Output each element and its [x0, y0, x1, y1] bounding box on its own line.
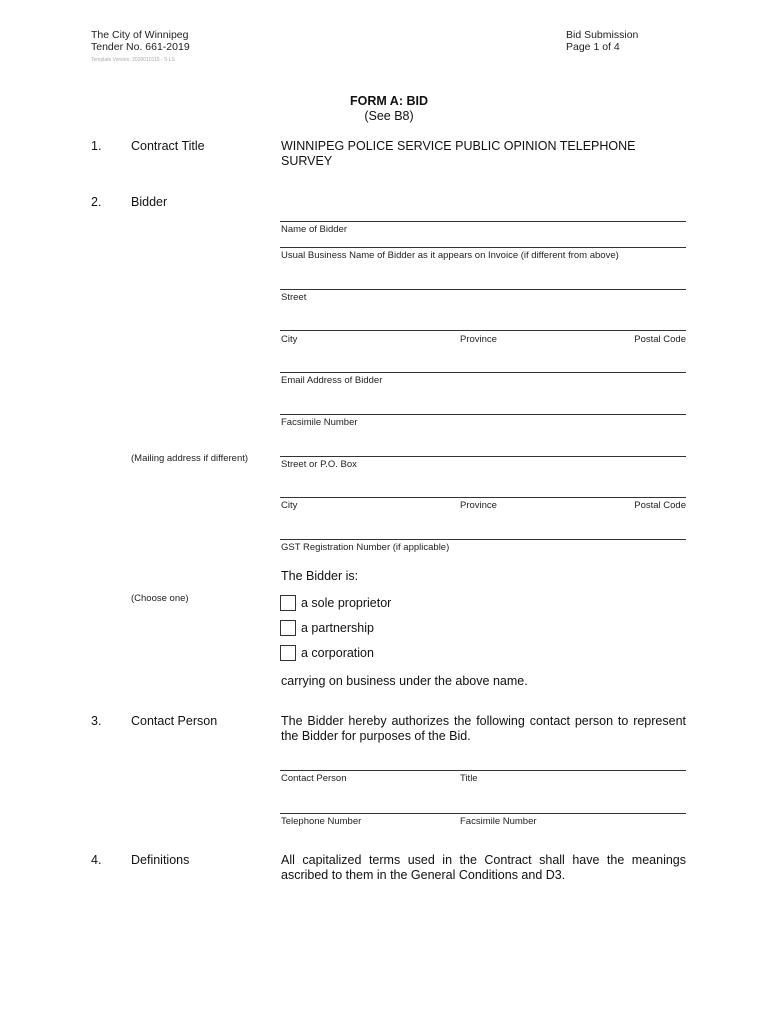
partnership-label: a partnership [301, 621, 374, 635]
city-caption: City [281, 334, 298, 345]
name-of-bidder-caption: Name of Bidder [281, 224, 348, 235]
street-line[interactable] [280, 289, 686, 290]
name-of-bidder-line[interactable] [280, 221, 686, 222]
facsimile-caption: Facsimile Number [281, 417, 358, 428]
choose-one-note: (Choose one) [131, 593, 189, 604]
contact-person-text: The Bidder hereby authorizes the following contact person to represent the Bidder for purposes of the Bid. [281, 714, 686, 743]
postal-code-caption-2: Postal Code [634, 500, 686, 511]
section-2-number: 2. [91, 195, 102, 209]
gst-line[interactable] [280, 539, 686, 540]
province-caption-2: Province [460, 500, 497, 511]
corporation-label: a corporation [301, 646, 374, 660]
template-version: Template Version: 2020010115 - S LS [91, 57, 175, 63]
telephone-caption: Telephone Number [281, 816, 362, 827]
contact-person-label: Contact Person [131, 714, 218, 728]
header-tender: Tender No. 661-2019 [91, 41, 190, 53]
form-title: FORM A: BID [350, 94, 428, 108]
city-province-postal-line-2[interactable] [280, 497, 686, 498]
postal-code-caption: Postal Code [634, 334, 686, 345]
city-caption-2: City [281, 500, 298, 511]
mailing-address-note: (Mailing address if different) [131, 453, 249, 464]
section-3-number: 3. [91, 714, 102, 728]
sole-proprietor-label: a sole proprietor [301, 596, 392, 610]
province-caption: Province [460, 334, 497, 345]
bidder-label: Bidder [131, 195, 168, 209]
definitions-text: All capitalized terms used in the Contract shall have the meanings ascribed to them in the General Conditions and D3. [281, 853, 686, 882]
partnership-checkbox[interactable] [280, 620, 296, 636]
telephone-line[interactable] [280, 813, 686, 814]
contact-person-caption: Contact Person [281, 773, 347, 784]
title-caption: Title [460, 773, 478, 784]
corporation-checkbox[interactable] [280, 645, 296, 661]
section-4-number: 4. [91, 853, 102, 867]
contract-title-label: Contract Title [131, 139, 205, 153]
gst-caption: GST Registration Number (if applicable) [281, 542, 450, 553]
carrying-on-business-text: carrying on business under the above name. [281, 674, 528, 688]
email-line[interactable] [280, 372, 686, 373]
header-org: The City of Winnipeg [91, 29, 189, 41]
header-page: Page 1 of 4 [566, 41, 620, 53]
usual-business-name-line[interactable] [280, 247, 686, 248]
contact-person-line[interactable] [280, 770, 686, 771]
section-1-number: 1. [91, 139, 102, 153]
contract-title-value: WINNIPEG POLICE SERVICE PUBLIC OPINION TELEPHONE SURVEY [281, 139, 636, 168]
street-po-line[interactable] [280, 456, 686, 457]
email-caption: Email Address of Bidder [281, 375, 383, 386]
contact-facsimile-caption: Facsimile Number [460, 816, 537, 827]
street-caption: Street [281, 292, 307, 303]
bidder-is-label: The Bidder is: [281, 569, 359, 583]
sole-proprietor-checkbox[interactable] [280, 595, 296, 611]
street-po-caption: Street or P.O. Box [281, 459, 357, 470]
facsimile-line[interactable] [280, 414, 686, 415]
definitions-label: Definitions [131, 853, 190, 867]
city-province-postal-line[interactable] [280, 330, 686, 331]
usual-business-name-caption: Usual Business Name of Bidder as it appears on Invoice (if different from above) [281, 250, 619, 261]
form-subtitle: (See B8) [364, 109, 414, 123]
header-submission: Bid Submission [566, 29, 639, 41]
